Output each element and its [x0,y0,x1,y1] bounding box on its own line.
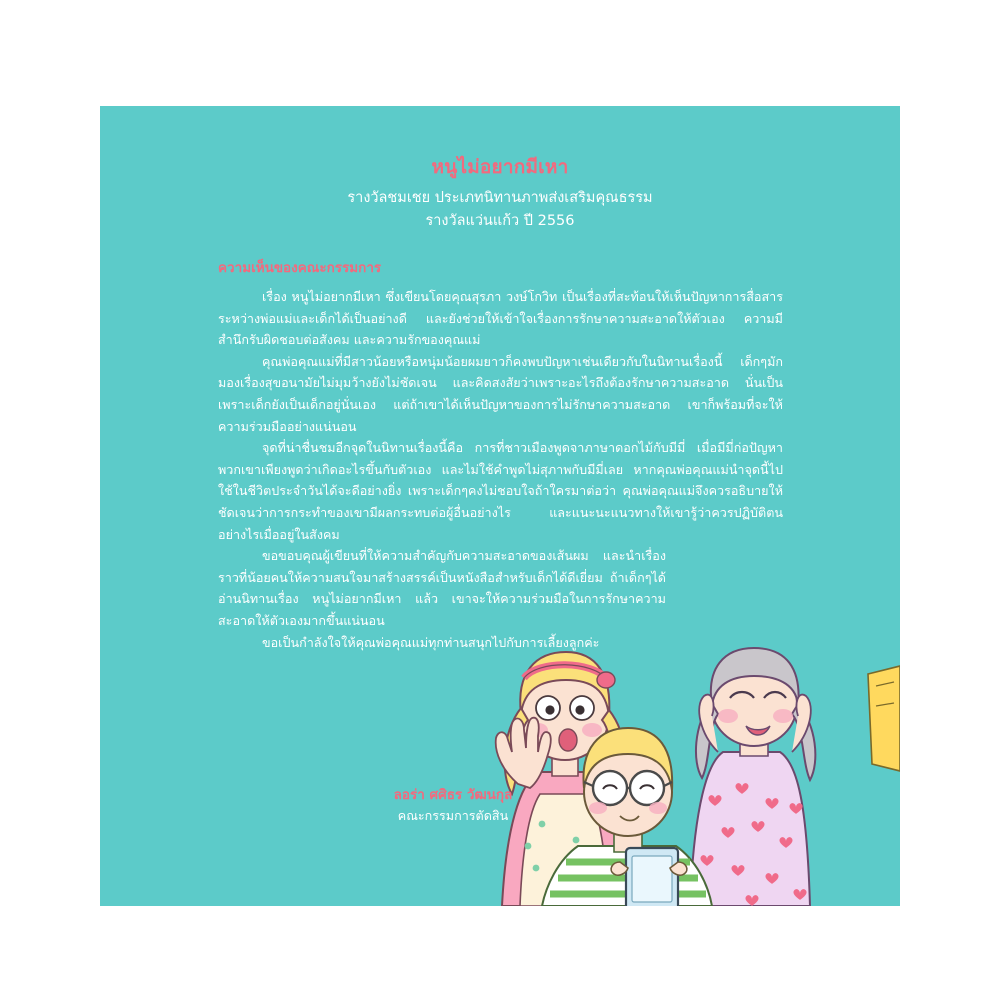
committee-comment-body [218,286,783,653]
page-title: หนูไม่อยากมีเหา [431,156,569,178]
paragraph-3: จุดที่น่าชื่นชมอีกจุดในนิทานเรื่องนี้คือ การที่ชาวเมืองพูดจาภาษาดอกไม้กับมีมี่ เมื่อมีมี่ก่อปัญหาพวกเขาเพียงพูดว่าเกิดอะไรขึ้นกับตัวเอง และไม่ใช้คำพูดไม่สุภาพกับมีมี่เลย หากคุณพ่อคุณแม่นำจุดนี้ไปใช้ในชีวิตประจำวันได้จะดีอย่างยิ่ง เพราะเด็กๆคงไม่ชอบใจถ้าใครมาต่อว่า คุณพ่อคุณแม่จึงควรอธิบายให้ชัดเจนว่าการกระทำของเขามีผลกระทบต่อผู้อื่นอย่างไร และแนะนะแนวทางให้เขารู้ว่าควรปฏิบัติตนอย่างไรเมื่ออยู่ในสังคม [218,440,783,542]
award-line-2: รางวัลแว่นแก้ว ปี 2556 [425,213,575,229]
paragraph-5: ขอเป็นกำลังใจให้คุณพ่อคุณแม่ทุกท่านสนุกไปกับการเลี้ยงลูกค่ะ [262,634,600,650]
book-back-cover [100,106,900,906]
text-content [100,106,900,906]
paragraph-1: เรื่อง หนูไม่อยากมีเหา ซึ่งเขียนโดยคุณสุรภา วงษ์โกวิท เป็นเรื่องที่สะท้อนให้เห็นปัญหาการสื่อสารระหว่างพ่อแม่และเด็กได้เป็นอย่างดี และยังช่วยให้เข้าใจเรื่องการรักษาความสะอาดให้ตัวเอง ความมีสำนึกรับผิดชอบต่อสังคม และความรักของคุณแม่ [218,289,783,348]
paragraph-2: คุณพ่อคุณแม่ที่มีสาวน้อยหรือหนุ่มน้อยผมยาวก็คงพบปัญหาเช่นเดียวกับในนิทานเรื่องนี้ เด็กๆมักมองเรื่องสุขอนามัยไม่มุมว้างยังไม่ชัดเจน และคิดสงสัยว่าเพราะอะไรถึงต้องรักษาความสะอาด นั่นเป็นเพราะเด็กยังเป็นเด็กอยู่นั่นเอง แต่ถ้าเขาได้เห็นปัญหาของการไม่รักษาความสะอาด เขาก็พร้อมที่จะให้ความร่วมมืออย่างแน่นอน [218,353,783,434]
section-heading: ความเห็นของคณะกรรมการ [218,260,382,276]
paragraph-4: ขอขอบคุณผู้เขียนที่ให้ความสำคัญกับความสะอาดของเส้นผม และนำเรื่องราวที่น้อยคนให้ความสนใจมาสร้างสรรค์เป็นหนังสือสำหรับเด็กได้ดีเยี่ยม ถ้าเด็กๆได้อ่านนิทานเรื่อง หนูไม่อยากมีเหา แล้ว เขาจะให้ความร่วมมือในการรักษาความสะอาดให้ตัวเองมากขึ้นแน่นอน [218,548,666,628]
signature-role: คณะกรรมการตัดสิน [397,808,509,823]
award-line-1: รางวัลชมเชย ประเภทนิทานภาพส่งเสริมคุณธรรม [347,190,653,206]
signature-name: ลอร่า ศศิธร วัฒนกุล [393,787,513,803]
